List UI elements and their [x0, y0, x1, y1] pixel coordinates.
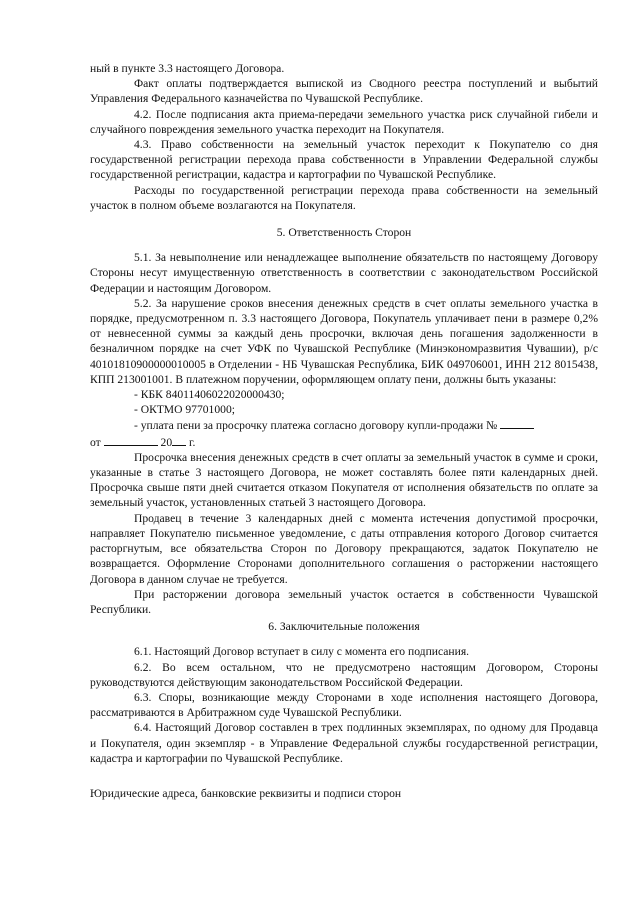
- document-body: [90, 61, 598, 801]
- paragraph-4-2: 4.2. После подписания акта приема-передачи земельного участка риск случайной гибели и случайного повреждения земельного участка переходит на Покупателя.: [90, 107, 598, 136]
- contract-number-blank: [500, 417, 534, 429]
- paragraph-6-4: 6.4. Настоящий Договор составлен в трех подлинных экземплярах, по одному для Продавца и Покупателя, один экземпляр - в Управление Федеральной службы государственной регистрации, кадастра и картографии по Чувашской Республике.: [90, 721, 598, 765]
- paragraph-registration-costs: Расходы по государственной регистрации перехода права собственности на земельный участок в полном объеме возлагаются на Покупателя.: [90, 183, 598, 212]
- payment-purpose-date-line: [90, 434, 598, 450]
- list-item-payment-purpose: [90, 417, 598, 433]
- paragraph-continuation: ный в пункте 3.3 настоящего Договора.: [90, 62, 285, 75]
- list-item-kbk: - КБК 84011406022020000430;: [134, 388, 285, 402]
- contract-date-blank: [104, 434, 158, 446]
- paragraph-seller-notice: Продавец в течение 3 календарных дней с момента истечения допустимой просрочки, направляет Покупателю письменное уведомление, с даты отправления которого Договор считается расторгнутым, все обязательства Сторон по Договору прекращаются, задаток Покупателю не возвращается. Оформление Сторонами дополнительного соглашения о расторжении настоящего Договора в данном случае не требуется.: [90, 511, 598, 586]
- payment-purpose-year-suffix: г.: [189, 435, 196, 449]
- paragraph-6-1: 6.1. Настоящий Договор вступает в силу с момента его подписания.: [134, 645, 470, 659]
- paragraph-payment-delay: Просрочка внесения денежных средств в счет оплаты за земельный участок в сумме и сроки, указанные в статье 3 настоящего Договора, не может составлять более пяти календарных дней. Просрочка свыше пяти дней считается отказом Покупателя от исполнения обязательств по оплате за земельный участок, установленных статьей 3 настоящего Договора.: [90, 450, 598, 510]
- paragraph-5-2: 5.2. За нарушение сроков внесения денежных средств в счет оплаты земельного участка в порядке, предусмотренном п. 3.3 настоящего Договора, Покупатель уплачивает пени в размере 0,2% от невнесенной суммы за каждый день просрочки, включая день погашения задолженности в безналичном порядке на счет УФК по Чувашской Республике (Минэкономразвития Чувашии), р/с 40101810900000010005 в Отделении - НБ Чувашская Республика, БИК 049706001, ИНН 212 8015438, КПП 213001001. В платежном поручении, оформляющем оплату пени, должны быть указаны:: [90, 296, 598, 386]
- payment-purpose-from: от: [90, 435, 101, 449]
- section-5-heading: 5. Ответственность Сторон: [276, 226, 412, 240]
- list-item-oktmo: - ОКТМО 97701000;: [134, 403, 235, 417]
- payment-purpose-year: 20: [160, 435, 173, 449]
- paragraph-termination: При расторжении договора земельный участок остается в собственности Чувашской Республики.: [90, 587, 598, 616]
- paragraph-6-3: 6.3. Споры, возникающие между Сторонами в ходе исполнения настоящего Договора, рассматриваются в Арбитражном суде Чувашской Республики.: [90, 690, 598, 720]
- contract-year-blank: [172, 434, 186, 446]
- paragraph-4-3: 4.3. Право собственности на земельный участок переходит к Покупателю со дня государственной регистрации перехода права собственности в Управлении Федеральной службы государственной регистрации, кадастра и картографии по Чувашской Республике.: [90, 138, 598, 182]
- paragraph-6-2: 6.2. Во всем остальном, что не предусмотрено настоящим Договором, Стороны руководствуются действующим законодательством Российской Федерации.: [90, 660, 598, 689]
- signatures-heading: Юридические адреса, банковские реквизиты и подписи сторон: [90, 786, 402, 800]
- payment-purpose-text: - уплата пени за просрочку платежа согласно договору купли-продажи №: [134, 419, 498, 433]
- paragraph-5-1: 5.1. За невыполнение или ненадлежащее выполнение обязательств по настоящему Договору Стороны несут имущественную ответственность в соответствии с законодательством Российской Федерации и настоящим Договором.: [90, 251, 598, 295]
- section-6-heading: 6. Заключительные положения: [268, 620, 420, 634]
- paragraph-payment-fact: Факт оплаты подтверждается выпиской из Сводного реестра поступлений и выбытий Управления Федерального казначейства по Чувашской Республике.: [90, 77, 598, 106]
